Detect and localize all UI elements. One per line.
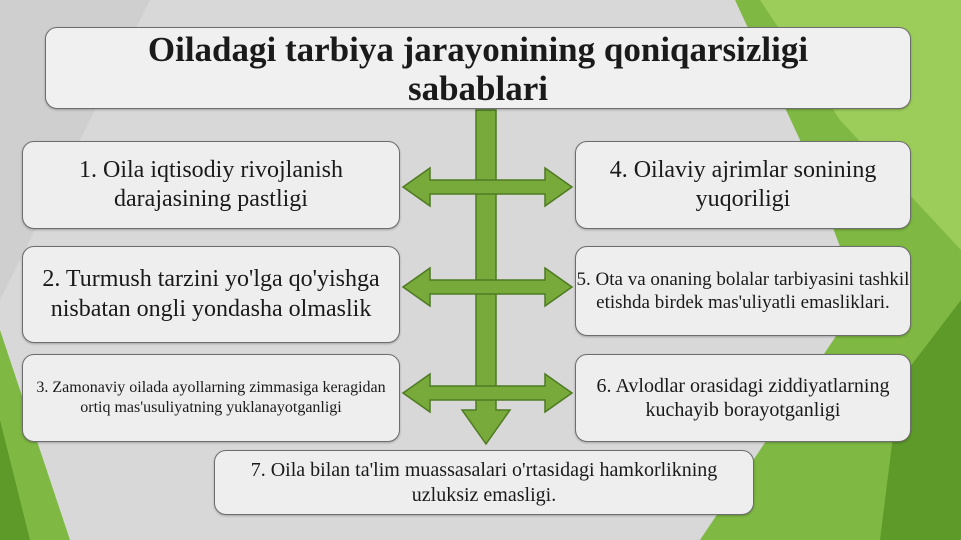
reason-box-7 [214,450,754,515]
diagram-title [45,27,911,109]
reason-box-1 [22,141,400,229]
reason-text-3: 3. Zamonaviy oilada ayollarning zimmasiga keragidan ortiq mas'usuliyatning yuklanayotganligi [36,379,386,416]
title-line-2: sabablari [407,69,549,109]
reason-text-2: 2. Turmush tarzini yo'lga qo'yishga nisbatan ongli yondasha olmaslik [42,266,380,322]
reason-box-5 [575,246,911,336]
title-line-1: Oiladagi tarbiya jarayonining qoniqarsizligi [147,30,809,69]
reason-text-5: 5. Ota va onaning bolalar tarbiyasini tashkil etishda birdek mas'uliyatli emasliklari. [576,268,910,313]
reason-text-6: 6. Avlodlar orasidagi ziddiyatlarning kuchayib borayotganligi [596,374,890,421]
reason-box-6 [575,354,911,442]
reason-text-7: 7. Oila bilan ta'lim muassasalari o'rtasidagi hamkorlikning uzluksiz emasligi. [250,459,718,506]
reason-text-1: 1. Oila iqtisodiy rivojlanish darajasining pastligi [79,156,343,212]
reason-box-2 [22,246,400,343]
reason-box-3 [22,354,400,442]
reason-box-4 [575,141,911,229]
reason-text-4: 4. Oilaviy ajrimlar sonining yuqoriligi [609,156,877,212]
